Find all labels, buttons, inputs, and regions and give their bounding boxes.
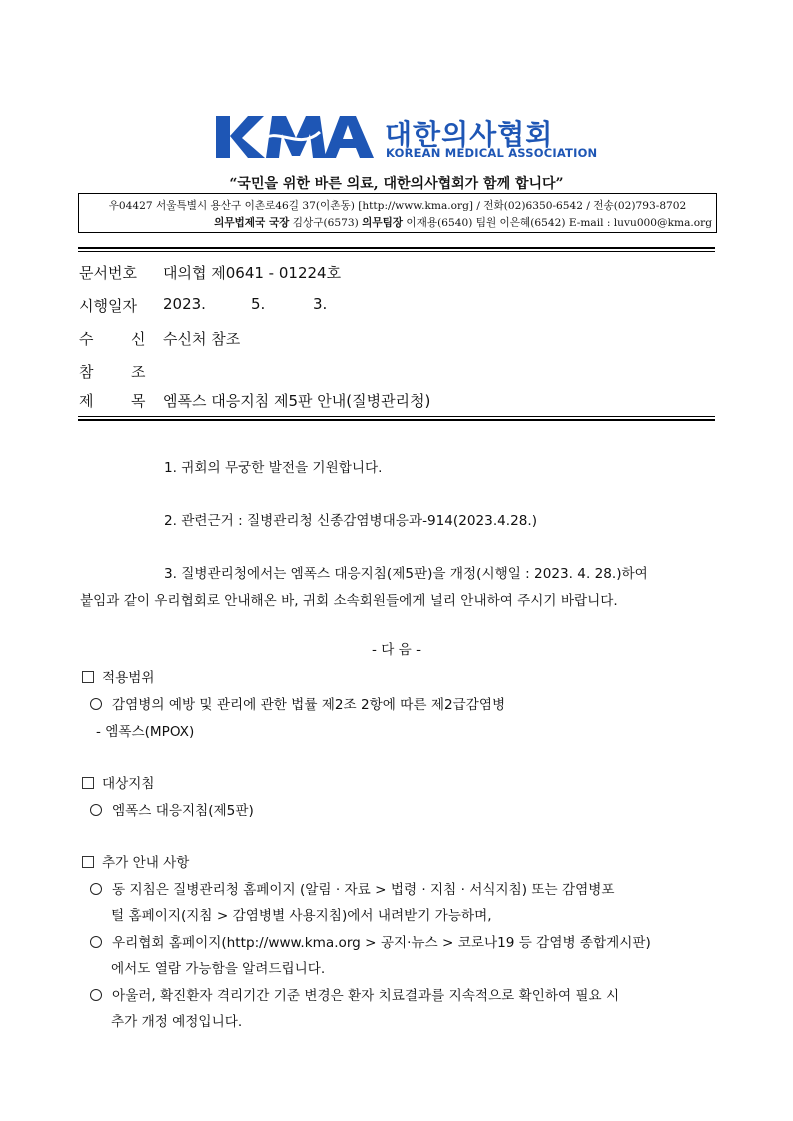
doc-number-label-text: 문서번호 [79,264,137,282]
date-label-text: 시행일자 [79,297,137,315]
org-name-korean: 대한의사협회 [385,118,554,151]
paragraph-3-line-2: 붙임과 같이 우리협회로 안내해온 바, 귀회 소속회원들에게 널리 안내하여 주시기 바랍니다. [80,593,618,609]
paragraph-1: 1. 귀회의 무궁한 발전을 기원합니다. [164,460,383,476]
header-top-rule-thin [78,251,715,252]
reference-label-2: 조 [131,363,146,381]
section-1-item-1-sub: - 엠폭스(MPOX) [96,724,195,740]
section-2-title [82,772,155,792]
section-3-item-1-line-2: 털 홈페이지(지침 > 감염병별 사용지침)에서 내려받기 가능하며, [111,908,492,924]
paragraph-3-line-1: 3. 질병관리청에서는 엠폭스 대응지침(제5판)을 개정(시행일 : 2023. 4. 28.)하여 [164,566,648,582]
section-1-item-1-text: 감염병의 예방 및 관리에 관한 법률 제2조 2항에 따른 제2급감염병 [112,697,506,713]
next-heading: - 다 음 - [371,642,422,658]
section-3-title-text: 추가 안내 사항 [102,855,190,871]
section-3-item-3-line-2: 추가 개정 예정입니다. [111,1014,243,1030]
section-3-title [82,851,189,871]
section-3-item-2-line-1 [90,931,651,951]
section-1-title [82,666,155,686]
doc-number: 대의협 제0641 - 01224호 [163,264,342,282]
address-box [78,193,717,233]
reference-label-1: 참 [79,363,94,381]
subject: 엠폭스 대응지침 제5판 안내(질병관리청) [163,392,431,410]
header-bottom-rule-thin [78,416,715,417]
section-2-item-1 [90,799,254,819]
checkbox-square-icon [82,671,94,683]
circle-bullet-icon [90,883,102,895]
kma-logo [216,112,381,162]
date-month: 5. [251,295,266,313]
circle-bullet-icon [90,698,102,710]
circle-bullet-icon [90,804,102,816]
section-3-item-2-line-2: 에서도 열람 가능함을 알려드립니다. [111,961,326,977]
recipient: 수신처 참조 [163,330,241,348]
section-3-item-2-text: 우리협회 홈페이지(http://www.kma.org > 공지·뉴스 > 코로나19 등 감염병 종합게시판) [112,935,651,951]
checkbox-square-icon [82,777,94,789]
date-year: 2023. [163,295,206,313]
section-1-title-text: 적용범위 [102,670,155,686]
staff-name-2: 이재용(6540) 팀원 이은혜(6542) E-mail : luvu000@kma.org [406,217,712,229]
date-day: 3. [313,295,328,313]
section-3-item-3-line-1 [90,984,619,1004]
checkbox-square-icon [82,856,94,868]
section-3-item-1-text: 동 지침은 질병관리청 홈페이지 (알림 · 자료 > 법령 · 지침 · 서식지침) 또는 감염병포 [112,882,615,898]
address-line: 우04427 서울특별시 용산구 이촌로46길 37(이촌동) [http://www.kma.org] / 전화(02)6350-6542 / 전송(02)793-8702 [108,200,687,212]
circle-bullet-icon [90,936,102,948]
section-3-item-3-text: 아울러, 확진환자 격리기간 기준 변경은 환자 치료결과를 지속적으로 확인하여 필요 시 [112,988,620,1004]
staff-line [83,215,712,230]
section-2-item-1-text: 엠폭스 대응지침(제5판) [112,803,254,819]
staff-label-2: 의무팀장 [362,217,404,229]
date-label [79,295,149,316]
staff-label-1: 의무법제국 국장 [214,217,290,229]
section-2-title-text: 대상지침 [102,776,155,792]
subject-label-1: 제 [79,392,94,410]
circle-bullet-icon [90,989,102,1001]
org-name-english: KOREAN MEDICAL ASSOCIATION [386,146,598,160]
staff-name-1: 김상구(6573) [292,217,359,229]
header-bottom-rule [78,419,715,421]
doc-number-label [79,262,149,283]
section-1-item-1 [90,693,505,713]
header-top-rule [78,247,715,249]
recipient-label-2: 신 [131,330,146,348]
subject-label-2: 목 [131,392,146,410]
slogan: “국민을 위한 바른 의료, 대한의사협회가 함께 합니다” [229,176,564,192]
paragraph-2: 2. 관련근거 : 질병관리청 신종감염병대응과-914(2023.4.28.) [164,513,538,529]
section-3-item-1-line-1 [90,878,615,898]
recipient-label-1: 수 [79,330,94,348]
